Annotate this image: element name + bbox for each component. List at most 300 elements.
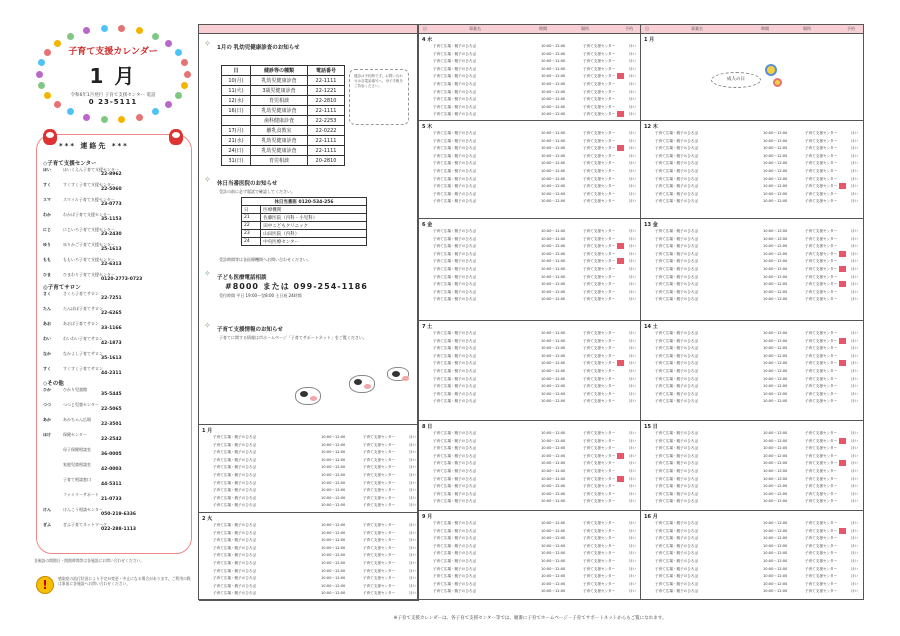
schedule-event-name: 子育て広場・親子のひろば (433, 551, 477, 556)
schedule-event-place: 子育て支援センター (805, 399, 838, 404)
schedule-event-code: ほい (629, 251, 637, 256)
schedule-event-name: 子育て広場・親子のひろば (655, 399, 699, 404)
schedule-row (423, 573, 637, 579)
contact-row (43, 447, 187, 459)
checkup-table-cell: 17(月) (222, 126, 251, 136)
schedule-event-place: 子育て支援センター (583, 184, 616, 189)
schedule-event-code: ほい (851, 338, 859, 343)
schedule-event-name: 子育て広場・親子のひろば (655, 543, 699, 548)
contact-key: スマ (43, 197, 51, 202)
schedule-event-code: ほい (851, 476, 859, 481)
contact-name: けんこう相談センター (63, 507, 103, 512)
contact-name: さくら子育てサロン (63, 291, 99, 296)
checkup-table-header: 健診等の種類 (250, 66, 307, 76)
schedule-row (645, 498, 859, 504)
schedule-event-time: 10:00～12:00 (321, 545, 346, 550)
schedule-event-name: 子育て広場・親子のひろば (655, 361, 699, 366)
schedule-row (645, 543, 859, 549)
contact-tel: 22-3501 (101, 422, 122, 427)
schedule-event-code: ほい (851, 282, 859, 287)
schedule-row (203, 457, 417, 463)
contact-row (43, 242, 187, 254)
schedule-row (423, 183, 637, 189)
contact-key: けん (43, 507, 51, 512)
holiday-table-cell: 24 (242, 238, 261, 246)
bottom-day-cell (199, 425, 419, 513)
schedule-row (423, 330, 637, 336)
schedule-event-code: ほい (851, 499, 859, 504)
day-cell-right (641, 34, 863, 121)
schedule-event-name: 子育て広場・親子のひろば (655, 438, 699, 443)
schedule-event-code: ほい (629, 499, 637, 504)
holiday-table-cell: 日 (242, 206, 261, 214)
schedule-event-time: 10:00～12:00 (541, 346, 566, 351)
schedule-row (203, 434, 417, 440)
schedule-event-name: 子育て広場・親子のひろば (433, 59, 477, 64)
schedule-event-place: 子育て支援センター (363, 523, 396, 527)
grid-header-cell: 事業名 (469, 26, 481, 31)
schedule-event-code: ほい (851, 274, 859, 279)
schedule-event-name: 子育て広場・親子のひろば (433, 97, 477, 102)
schedule-event-time: 10:00～12:00 (541, 469, 566, 473)
schedule-event-time: 10:00～12:00 (321, 480, 346, 485)
schedule-event-place: 子育て支援センター (583, 589, 616, 594)
schedule-event-place: 子育て支援センター (805, 438, 838, 443)
schedule-event-time: 10:00～12:00 (763, 469, 788, 473)
checkup-table-row (222, 136, 345, 146)
schedule-event-name: 子育て広場・親子のひろば (433, 543, 477, 548)
schedule-event-code: ほい (629, 97, 637, 102)
schedule-event-time: 10:00～12:00 (763, 438, 788, 443)
schedule-event-place: 子育て支援センター (805, 146, 838, 151)
checkup-table-cell: 16(日) (222, 106, 251, 116)
schedule-event-time: 10:00～12:00 (321, 538, 346, 543)
checkup-table-cell: 22-1111 (308, 146, 345, 156)
cow-illustration (387, 367, 409, 381)
schedule-event-place: 子育て支援センター (583, 499, 616, 504)
schedule-row (423, 566, 637, 572)
contact-tel: 23-2430 (101, 232, 122, 237)
contact-row (43, 522, 187, 534)
checkup-table-cell: 24(日) (222, 146, 251, 156)
contact-name: 保健センター (63, 432, 87, 437)
schedule-row (645, 281, 859, 287)
schedule-event-time: 10:00～12:00 (541, 191, 566, 196)
checkup-table-cell: 31(日) (222, 156, 251, 166)
schedule-event-code: ほい (629, 51, 637, 56)
schedule-event-code: ほい (851, 331, 859, 335)
schedule-event-place: 子育て支援センター (583, 369, 616, 373)
schedule-row (423, 453, 637, 459)
checkup-table-row (222, 126, 345, 136)
schedule-event-code: ほい (851, 259, 859, 264)
day-cell-left (419, 219, 641, 321)
support-info-text: 子育てに関する情報は市ホームページ「子育てサポートネット」をご覧ください。 (219, 335, 367, 340)
schedule-event-code: ほい (409, 495, 417, 500)
schedule-row (645, 368, 859, 374)
day-label: 14 土 (644, 324, 658, 330)
schedule-event-place: 子育て支援センター (363, 576, 396, 581)
contact-tel: 22-7251 (101, 296, 122, 301)
contact-row (43, 306, 187, 318)
schedule-event-name: 子育て広場・親子のひろば (433, 244, 477, 249)
schedule-event-place: 子育て支援センター (583, 236, 616, 241)
schedule-event-code: ほい (629, 476, 637, 481)
schedule-event-time: 10:00～12:00 (321, 591, 346, 596)
schedule-event-time: 10:00～12:00 (321, 488, 346, 493)
schedule-event-code: ほい (851, 169, 859, 173)
schedule-event-code: ほい (629, 574, 637, 579)
schedule-event-name: 子育て広場・親子のひろば (655, 274, 699, 279)
contact-row (43, 417, 187, 429)
day-label: 4 水 (422, 37, 433, 43)
schedule-event-place: 子育て支援センター (363, 553, 396, 558)
reservation-tag (839, 183, 846, 189)
contact-row (43, 432, 187, 444)
schedule-event-code: ほい (851, 267, 859, 271)
schedule-event-time: 10:00～12:00 (541, 559, 566, 563)
schedule-event-time: 10:00～12:00 (541, 229, 566, 233)
schedule-event-name: 子育て広場・親子のひろば (433, 282, 477, 287)
schedule-row (423, 153, 637, 159)
schedule-row (203, 552, 417, 558)
schedule-event-time: 10:00～12:00 (541, 146, 566, 151)
contact-box (36, 134, 192, 554)
schedule-event-name: 子育て広場・親子のひろば (433, 138, 477, 143)
schedule-event-time: 10:00～12:00 (763, 431, 788, 435)
schedule-event-time: 10:00～12:00 (763, 274, 788, 279)
schedule-event-name: 子育て広場・親子のひろば (433, 438, 477, 443)
day-label: 1 月 (202, 428, 213, 434)
schedule-event-name: 子育て広場・親子のひろば (655, 346, 699, 351)
schedule-row (645, 430, 859, 436)
reservation-tag (617, 243, 624, 249)
contact-name: 家庭児童相談室 (63, 462, 91, 467)
schedule-event-place: 子育て支援センター (363, 503, 396, 508)
schedule-event-place: 子育て支援センター (363, 442, 396, 447)
schedule-event-code: ほい (629, 376, 637, 381)
schedule-event-time: 10:00～12:00 (541, 112, 566, 117)
schedule-event-time: 10:00～12:00 (541, 97, 566, 102)
schedule-event-place: 子育て支援センター (583, 138, 616, 143)
schedule-event-time: 10:00～12:00 (763, 566, 788, 571)
schedule-event-name: 子育て広場・親子のひろば (433, 574, 477, 579)
schedule-event-name: 子育て広場・親子のひろば (433, 191, 477, 196)
schedule-event-place: 子育て支援センター (363, 561, 396, 565)
schedule-event-code: ほい (851, 566, 859, 571)
day-cell-left (419, 421, 641, 511)
wreath-flower-icon (152, 108, 159, 115)
schedule-row (423, 176, 637, 182)
schedule-event-code: ほい (629, 112, 637, 117)
day-label: 7 土 (422, 324, 433, 330)
schedule-row (423, 160, 637, 166)
schedule-event-name: 子育て広場・親子のひろば (433, 589, 477, 594)
schedule-row (645, 550, 859, 556)
schedule-row (203, 537, 417, 543)
checkup-table-row (222, 96, 345, 106)
schedule-event-code: ほい (851, 138, 859, 143)
schedule-event-name: 子育て広場・親子のひろば (433, 469, 477, 473)
schedule-event-name: 子育て広場・親子のひろば (655, 469, 699, 473)
schedule-row (423, 281, 637, 287)
schedule-event-place: 子育て支援センター (805, 376, 838, 381)
schedule-event-place: 子育て支援センター (583, 338, 616, 343)
checkup-table-header: 日 (222, 66, 251, 76)
day-label: 13 金 (644, 222, 658, 228)
schedule-event-time: 10:00～12:00 (763, 559, 788, 563)
schedule-row (423, 535, 637, 541)
schedule-event-code: ほい (409, 473, 417, 477)
schedule-event-name: 子育て広場・親子のひろば (433, 184, 477, 189)
schedule-event-time: 10:00～12:00 (541, 199, 566, 204)
schedule-event-name: 子育て広場・親子のひろば (433, 446, 477, 451)
checkup-table-row (222, 76, 345, 86)
schedule-row (645, 391, 859, 397)
schedule-event-name: 子育て広場・親子のひろば (213, 538, 257, 543)
schedule-event-name: 子育て広場・親子のひろば (655, 191, 699, 196)
cow-illustration (295, 387, 321, 405)
schedule-event-place: 子育て支援センター (363, 450, 396, 455)
schedule-event-name: 子育て広場・親子のひろば (213, 480, 257, 485)
schedule-event-time: 10:00～12:00 (541, 282, 566, 287)
schedule-event-time: 10:00～12:00 (763, 153, 788, 158)
schedule-event-time: 10:00～12:00 (763, 499, 788, 504)
schedule-event-code: ほい (851, 176, 859, 181)
schedule-event-code: ほい (851, 297, 859, 302)
schedule-row (645, 573, 859, 579)
info-panel (198, 24, 418, 424)
schedule-event-place: 子育て支援センター (363, 545, 396, 550)
checkup-table-cell: 20-2810 (308, 156, 345, 166)
schedule-event-name: 子育て広場・親子のひろば (655, 566, 699, 571)
schedule-row (645, 145, 859, 151)
schedule-event-name: 子育て広場・親子のひろば (655, 153, 699, 158)
schedule-event-place: 子育て支援センター (805, 153, 838, 158)
phone-consult-hours: 受付時間 平日 19:00～翌8:00 土日祝 24時間 (219, 293, 302, 298)
schedule-event-code: ほい (629, 229, 637, 233)
contact-key: ひか (43, 387, 51, 392)
schedule-event-time: 10:00～12:00 (763, 399, 788, 404)
schedule-event-place: 子育て支援センター (363, 495, 396, 500)
schedule-event-time: 10:00～12:00 (321, 553, 346, 558)
schedule-event-name: 子育て広場・親子のひろば (655, 267, 699, 271)
schedule-event-time: 10:00～12:00 (763, 138, 788, 143)
schedule-event-code: ほい (851, 536, 859, 541)
schedule-event-place: 子育て支援センター (805, 161, 838, 166)
grid-header-cell: 予約 (847, 26, 855, 31)
bottom-day-cell (199, 513, 419, 601)
contact-row (43, 197, 187, 209)
day-label: 9 月 (422, 514, 433, 520)
schedule-event-place: 子育て支援センター (583, 376, 616, 381)
schedule-event-place: 子育て支援センター (805, 138, 838, 143)
schedule-event-name: 子育て広場・親子のひろば (655, 169, 699, 173)
schedule-event-place: 子育て支援センター (583, 289, 616, 294)
checkup-table-cell: 22-2810 (308, 96, 345, 106)
schedule-event-time: 10:00～12:00 (541, 176, 566, 181)
left-sidebar (34, 24, 192, 604)
contact-tel: 22-6265 (101, 311, 122, 316)
schedule-row (203, 522, 417, 528)
schedule-event-place: 子育て支援センター (583, 51, 616, 56)
day-cell-left (419, 121, 641, 219)
schedule-event-name: 子育て広場・親子のひろば (655, 331, 699, 335)
day-cell-left (419, 511, 641, 600)
schedule-event-name: 子育て広場・親子のひろば (433, 384, 477, 389)
schedule-row (645, 476, 859, 482)
schedule-event-name: 子育て広場・親子のひろば (433, 353, 477, 358)
checkup-table-cell: 乳幼児健康診査 (250, 76, 307, 86)
schedule-row (423, 468, 637, 474)
schedule-event-time: 10:00～12:00 (763, 331, 788, 335)
contact-tel: 050-219-6336 (101, 512, 137, 517)
schedule-event-name: 子育て広場・親子のひろば (433, 44, 477, 48)
holiday-table (241, 197, 367, 246)
daruma-icon (169, 129, 183, 145)
schedule-row (645, 535, 859, 541)
schedule-event-time: 10:00～12:00 (763, 289, 788, 294)
schedule-event-place: 子育て支援センター (805, 282, 838, 287)
schedule-row (645, 176, 859, 182)
schedule-row (423, 89, 637, 95)
schedule-event-time: 10:00～12:00 (321, 530, 346, 535)
flower-icon (773, 78, 782, 87)
schedule-event-name: 子育て広場・親子のひろば (655, 574, 699, 579)
schedule-row (645, 274, 859, 280)
schedule-event-place: 子育て支援センター (363, 591, 396, 596)
schedule-event-time: 10:00～12:00 (541, 453, 566, 458)
schedule-row (423, 66, 637, 72)
schedule-event-code: ほい (629, 236, 637, 241)
schedule-event-code: ほい (629, 138, 637, 143)
schedule-event-name: 子育て広場・親子のひろば (655, 146, 699, 151)
schedule-event-name: 子育て広場・親子のひろば (433, 453, 477, 458)
contact-name: なかよし子育てサロン (63, 351, 103, 356)
schedule-row (645, 160, 859, 166)
schedule-row (645, 588, 859, 594)
schedule-event-place: 子育て支援センター (805, 589, 838, 594)
contact-tel: 35-1153 (101, 217, 122, 222)
contact-tel: 21-0733 (101, 497, 122, 502)
schedule-event-name: 子育て広場・親子のひろば (433, 66, 477, 71)
contact-row (43, 387, 187, 399)
schedule-event-code: ほい (409, 591, 417, 596)
schedule-event-time: 10:00～12:00 (321, 503, 346, 508)
schedule-row (645, 258, 859, 264)
schedule-event-name: 子育て広場・親子のひろば (655, 589, 699, 594)
schedule-event-name: 子育て広場・親子のひろば (655, 446, 699, 451)
schedule-event-name: 子育て広場・親子のひろば (213, 530, 257, 535)
left-note: 各施設の開館日・開館時間等は各施設にお問い合わせください。 (34, 558, 145, 563)
schedule-event-place: 子育て支援センター (583, 104, 616, 109)
checkup-table-cell: 育児相談 (250, 96, 307, 106)
schedule-event-time: 10:00～12:00 (763, 267, 788, 271)
schedule-event-place: 子育て支援センター (805, 446, 838, 451)
schedule-event-place: 子育て支援センター (805, 581, 838, 586)
holiday-table-cell: 中央医療センター (261, 238, 367, 246)
schedule-row (645, 468, 859, 474)
schedule-event-name: 子育て広場・親子のひろば (433, 146, 477, 151)
wreath-flower-icon (83, 114, 90, 121)
schedule-event-place: 子育て支援センター (805, 236, 838, 241)
schedule-event-time: 10:00～12:00 (541, 566, 566, 571)
schedule-row (423, 581, 637, 587)
schedule-row (203, 575, 417, 581)
cow-illustration (349, 375, 375, 393)
schedule-event-time: 10:00～12:00 (763, 453, 788, 458)
schedule-event-place: 子育て支援センター (805, 274, 838, 279)
holiday-table-cell: 22 (242, 222, 261, 230)
schedule-event-place: 子育て支援センター (583, 536, 616, 541)
schedule-event-place: 子育て支援センター (363, 538, 396, 543)
schedule-event-time: 10:00～12:00 (763, 369, 788, 373)
schedule-event-code: ほい (409, 545, 417, 550)
schedule-event-time: 10:00～12:00 (541, 446, 566, 451)
schedule-event-code: ほい (851, 184, 859, 189)
schedule-event-code: ほい (409, 530, 417, 535)
schedule-row (423, 130, 637, 136)
schedule-event-time: 10:00～12:00 (541, 89, 566, 94)
schedule-event-code: ほい (629, 543, 637, 548)
day-label: 8 日 (422, 424, 433, 430)
schedule-event-time: 10:00～12:00 (321, 450, 346, 455)
holiday-table-cell: 21 (242, 214, 261, 222)
schedule-event-code: ほい (851, 581, 859, 586)
schedule-event-code: ほい (409, 480, 417, 485)
schedule-row (203, 568, 417, 574)
schedule-event-name: 子育て広場・親子のひろば (213, 591, 257, 596)
schedule-row (423, 550, 637, 556)
schedule-event-name: 子育て広場・親子のひろば (433, 104, 477, 109)
schedule-event-name: 子育て広場・親子のひろば (655, 521, 699, 525)
checkup-table-header: 電話番号 (308, 66, 345, 76)
schedule-event-place: 子育て支援センター (805, 369, 838, 373)
schedule-event-name: 子育て広場・親子のひろば (433, 51, 477, 56)
schedule-event-code: ほい (629, 146, 637, 151)
schedule-event-time: 10:00～12:00 (541, 484, 566, 489)
wreath-flower-icon (101, 25, 108, 32)
contact-name: ゆりかご子育て支援センター (63, 242, 115, 247)
day-label: 2 火 (202, 516, 213, 522)
schedule-event-place: 子育て支援センター (805, 176, 838, 181)
schedule-event-code: ほい (629, 346, 637, 351)
schedule-event-place: 子育て支援センター (583, 521, 616, 525)
wreath-flower-icon (136, 114, 143, 121)
schedule-event-time: 10:00～12:00 (541, 574, 566, 579)
schedule-row (645, 438, 859, 444)
schedule-event-place: 子育て支援センター (805, 491, 838, 496)
seijin-label: 成人の日 (711, 72, 761, 88)
schedule-event-name: 子育て広場・親子のひろば (213, 523, 257, 527)
schedule-event-code: ほい (851, 236, 859, 241)
sparkle-icon: ✧ (204, 269, 211, 278)
wreath-flower-icon (67, 33, 74, 40)
schedule-event-code: ほい (629, 528, 637, 533)
schedule-event-name: 子育て広場・親子のひろば (655, 176, 699, 181)
schedule-row (423, 51, 637, 57)
schedule-row (423, 491, 637, 497)
schedule-event-code: ほい (409, 457, 417, 462)
schedule-event-code: ほい (629, 484, 637, 489)
schedule-event-place: 子育て支援センター (583, 469, 616, 473)
schedule-event-place: 子育て支援センター (805, 551, 838, 556)
schedule-row (645, 383, 859, 389)
schedule-row (423, 588, 637, 594)
contact-name: ももいろ子育て支援センター (63, 257, 115, 262)
checkup-table-cell: 育児相談 (250, 156, 307, 166)
contact-row (43, 212, 187, 224)
